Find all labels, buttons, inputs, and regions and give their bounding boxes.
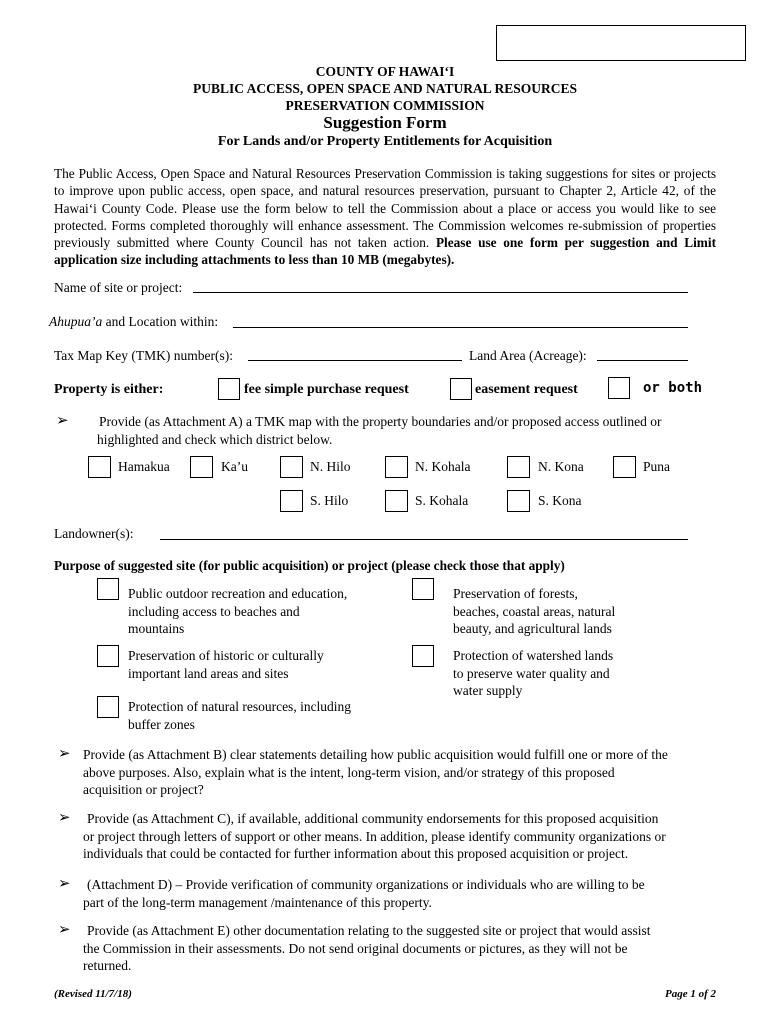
both-checkbox[interactable]	[608, 377, 630, 399]
purpose-watershed-line: to preserve water quality and	[453, 665, 610, 681]
attachment-e-line: returned.	[83, 958, 132, 974]
intro-paragraph	[54, 165, 716, 269]
district-hamakua-label: Hamakua	[118, 459, 170, 474]
purpose-recreation-text	[128, 585, 347, 638]
purpose-recreation-line: including access to beaches and	[128, 603, 300, 619]
land-area-label: Land Area (Acreage):	[469, 348, 587, 363]
county-title: COUNTY OF HAWAI‘I	[315, 64, 455, 79]
arrow-bullet-icon: ➢	[58, 876, 71, 892]
purpose-forests-line: beaches, coastal areas, natural	[453, 603, 616, 619]
purpose-natural-resources-line: buffer zones	[128, 716, 195, 732]
landowners-input[interactable]	[160, 539, 688, 540]
form-subtitle: For Lands and/or Property Entitlements for Acquisition	[217, 134, 553, 149]
attachment-d-line: part of the long-term management /maintenance of this property.	[83, 894, 432, 910]
attachment-b-line: Provide (as Attachment B) clear statements detailing how public acquisition would fulfill one or more of the	[83, 747, 668, 762]
purpose-forests-line: beauty, and agricultural lands	[453, 621, 612, 636]
arrow-bullet-icon: ➢	[56, 413, 69, 429]
district-n-hilo-label: N. Hilo	[310, 459, 351, 474]
purpose-natural-resources-checkbox[interactable]	[97, 696, 119, 718]
district-puna-label: Puna	[643, 459, 670, 474]
district-n-kona-label: N. Kona	[538, 459, 584, 474]
district-n-hilo-checkbox[interactable]	[280, 456, 303, 478]
district-kau-label: Ka’u	[221, 459, 248, 474]
site-name-input[interactable]	[193, 292, 688, 293]
ahupuaa-rest: and Location within:	[105, 314, 219, 329]
district-kau-checkbox[interactable]	[190, 456, 213, 478]
purpose-natural-resources-text	[128, 698, 351, 733]
ahupuaa-label	[49, 314, 218, 330]
site-name-label: Name of site or project:	[54, 280, 183, 295]
both-label: or both	[643, 380, 703, 396]
page-number: Page 1 of 2	[664, 988, 716, 1000]
easement-label: easement request	[475, 382, 578, 397]
purpose-historic-text	[128, 647, 324, 682]
purpose-historic-checkbox[interactable]	[97, 645, 119, 667]
arrow-bullet-icon: ➢	[58, 922, 71, 938]
tmk-input[interactable]	[248, 360, 462, 361]
purpose-historic-line: important land areas and sites	[128, 665, 289, 681]
purpose-natural-resources-line: Protection of natural resources, including	[128, 699, 352, 714]
purpose-forests-text	[453, 585, 615, 638]
district-n-kohala-checkbox[interactable]	[385, 456, 408, 478]
attachment-d-text	[83, 876, 645, 911]
intro-text: The Public Access, Open Space and Natural Resources Preservation Commission is taking suggestions for sites or projects to improve upon public access, open space, and natural resources preservation, pursuant to Chapter 2, Article 42, of the Hawai‘i County Code. Please use the form below to tell the Commission about a place or access you would like to see protected. Forms completed thoroughly will enhance assessment. The Commission welcomes re-submission of properties previously submitted where County Council has not taken action.	[54, 166, 716, 251]
land-area-input[interactable]	[597, 360, 688, 361]
district-puna-checkbox[interactable]	[613, 456, 636, 478]
attachment-b-line: above purposes. Also, explain what is the intent, long-term vision, and/or strategy of this proposed	[83, 764, 615, 780]
attachment-a-text: Provide (as Attachment A) a TMK map with the property boundaries and/or proposed access outlined or highlighted and check which district below.	[97, 414, 662, 447]
attachment-b-line: acquisition or project?	[83, 782, 204, 798]
purpose-historic-line: Preservation of historic or culturally	[128, 648, 324, 663]
intro-bold-text: Please use one form per suggestion and Limit application size including attachments to less than 10 MB (megabytes).	[54, 235, 717, 268]
district-s-hilo-checkbox[interactable]	[280, 490, 303, 512]
fee-simple-label: fee simple purchase request	[244, 382, 409, 397]
attachment-c-line: or project through letters of support or other means. In addition, please identify community organizations or	[83, 828, 666, 844]
district-s-kohala-checkbox[interactable]	[385, 490, 408, 512]
district-s-hilo-label: S. Hilo	[310, 493, 349, 508]
purpose-forests-line: Preservation of forests,	[453, 586, 578, 601]
attachment-d-line: (Attachment D) – Provide verification of community organizations or individuals who are willing to be	[87, 877, 645, 892]
commission-title-line2: PRESERVATION COMMISSION	[285, 98, 485, 113]
easement-checkbox[interactable]	[450, 378, 472, 400]
landowners-label: Landowner(s):	[54, 526, 134, 541]
purpose-heading: Purpose of suggested site (for public acquisition) or project (please check those that apply)	[54, 558, 565, 573]
attachment-b-text	[83, 746, 668, 799]
form-title: Suggestion Form	[323, 113, 447, 132]
revision-date: (Revised 11/7/18)	[54, 988, 132, 1000]
location-input[interactable]	[233, 327, 688, 328]
arrow-bullet-icon: ➢	[58, 746, 71, 762]
district-s-kona-checkbox[interactable]	[507, 490, 530, 512]
purpose-watershed-line: Protection of watershed lands	[453, 648, 614, 663]
tmk-label: Tax Map Key (TMK) number(s):	[54, 348, 234, 363]
district-s-kohala-label: S. Kohala	[415, 493, 469, 508]
district-n-kohala-label: N. Kohala	[415, 459, 471, 474]
purpose-watershed-text	[453, 647, 613, 700]
attachment-e-line: Provide (as Attachment E) other documentation relating to the suggested site or project that would assist	[87, 923, 651, 938]
district-hamakua-checkbox[interactable]	[88, 456, 111, 478]
attachment-c-line: Provide (as Attachment C), if available, additional community endorsements for this proposed acquisition	[87, 811, 659, 826]
fee-simple-checkbox[interactable]	[218, 378, 240, 400]
purpose-forests-checkbox[interactable]	[412, 578, 434, 600]
purpose-recreation-checkbox[interactable]	[97, 578, 119, 600]
ahupuaa-italic: Ahupua’a	[49, 314, 103, 329]
purpose-watershed-line: water supply	[453, 683, 523, 698]
office-use-box	[496, 25, 746, 61]
district-n-kona-checkbox[interactable]	[507, 456, 530, 478]
arrow-bullet-icon: ➢	[58, 810, 71, 826]
attachment-c-text	[83, 810, 666, 863]
attachment-e-line: the Commission in their assessments. Do not send original documents or pictures, as they will not be	[83, 940, 628, 956]
property-label: Property is either:	[54, 382, 164, 397]
purpose-watershed-checkbox[interactable]	[412, 645, 434, 667]
purpose-recreation-line: mountains	[128, 621, 185, 636]
attachment-e-text	[83, 922, 651, 975]
district-s-kona-label: S. Kona	[538, 493, 582, 508]
purpose-recreation-line: Public outdoor recreation and education,	[128, 586, 348, 601]
commission-title-line1: PUBLIC ACCESS, OPEN SPACE AND NATURAL RESOURCES	[193, 81, 577, 96]
attachment-c-line: individuals that could be contacted for further information about this proposed acquisition or project.	[83, 846, 629, 862]
